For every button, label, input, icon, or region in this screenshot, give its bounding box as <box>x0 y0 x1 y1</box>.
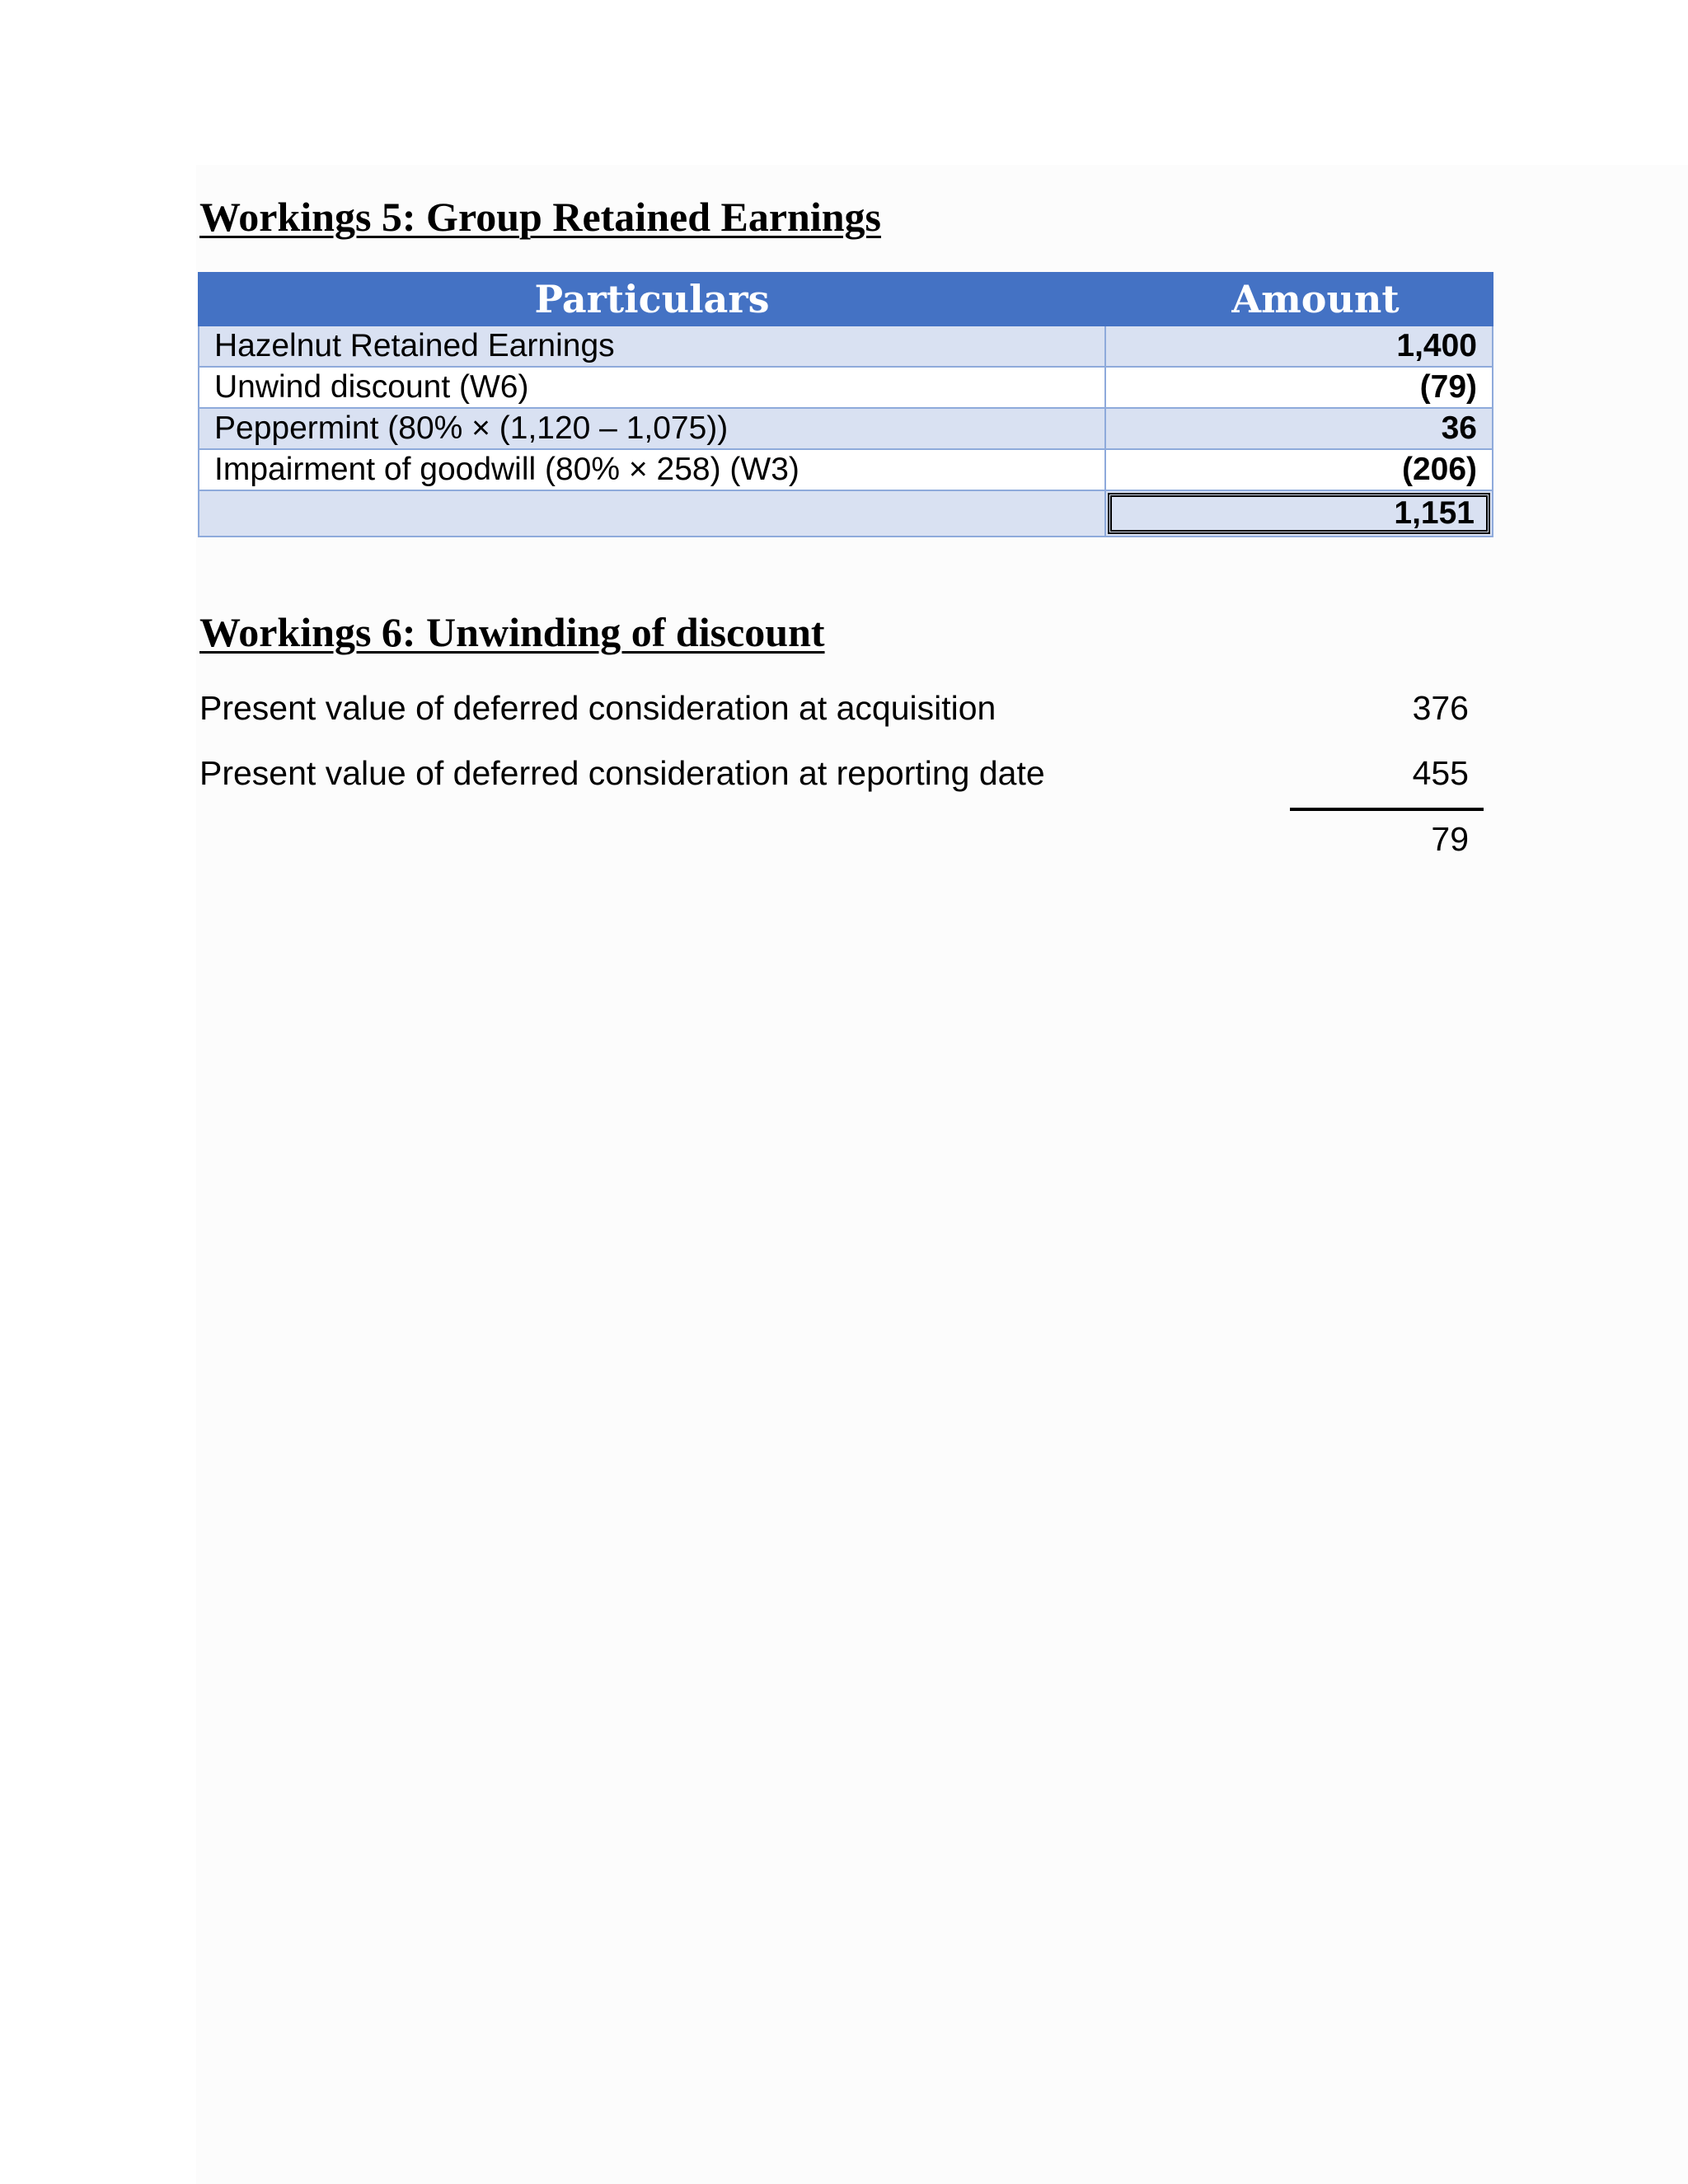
particular-cell: Hazelnut Retained Earnings <box>199 326 1105 367</box>
particular-cell: Unwind discount (W6) <box>199 367 1105 408</box>
retained-earnings-table <box>198 272 1493 537</box>
particular-cell: Impairment of goodwill (80% × 258) (W3) <box>199 449 1105 490</box>
w6-line-value: 455 <box>1412 754 1469 792</box>
w6-line <box>199 689 1469 730</box>
total-row <box>199 490 1493 537</box>
table-row <box>199 449 1493 490</box>
sum-divider <box>1290 808 1484 811</box>
w6-heading: Workings 6: Unwinding of discount <box>199 609 825 655</box>
particular-cell: Peppermint (80% × (1,120 – 1,075)) <box>199 408 1105 449</box>
particulars-header: Particulars <box>199 273 1105 326</box>
total-amount-cell <box>1105 490 1493 537</box>
table-row <box>199 408 1493 449</box>
amount-cell: 36 <box>1105 408 1493 449</box>
w6-result-line <box>199 820 1469 861</box>
total-label-cell <box>199 490 1105 537</box>
amount-cell: 1,400 <box>1105 326 1493 367</box>
w5-heading: Workings 5: Group Retained Earnings <box>199 194 882 240</box>
amount-cell: (206) <box>1105 449 1493 490</box>
amount-header: Amount <box>1105 273 1493 326</box>
table-row <box>199 326 1493 367</box>
w6-line-label: Present value of deferred consideration at acquisition <box>199 689 996 727</box>
w6-line-label: Present value of deferred consideration at reporting date <box>199 754 1045 792</box>
amount-cell: (79) <box>1105 367 1493 408</box>
total-amount: 1,151 <box>1108 493 1490 534</box>
table-header-row <box>199 273 1493 326</box>
w6-result-value: 79 <box>1431 820 1469 858</box>
w6-line-value: 376 <box>1412 689 1469 727</box>
table-row <box>199 367 1493 408</box>
w6-line <box>199 754 1469 795</box>
